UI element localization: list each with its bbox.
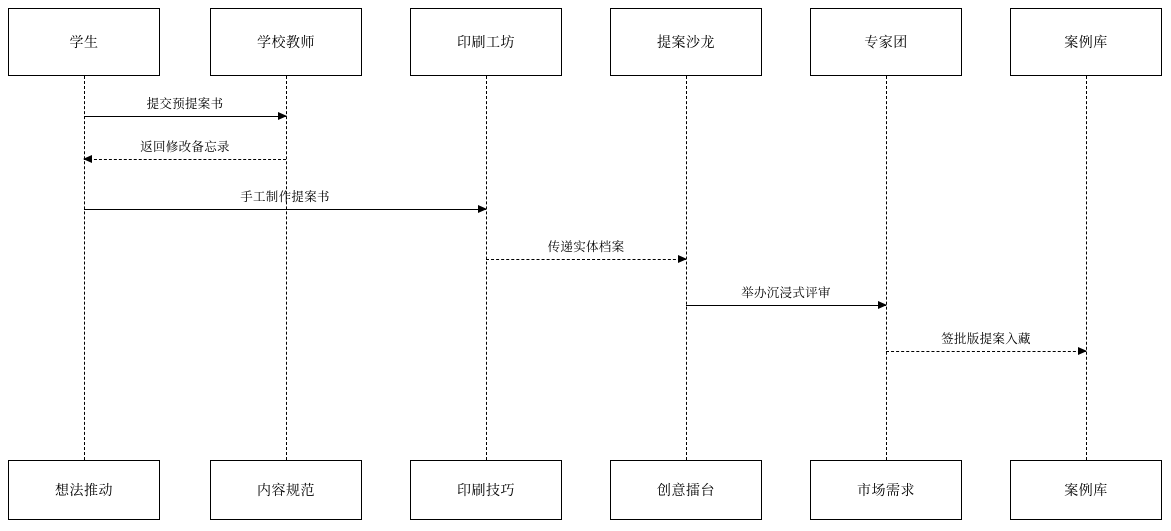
- lifeline-6: [1086, 76, 1087, 460]
- message-line: [686, 305, 886, 306]
- arrowhead-icon: [83, 155, 92, 163]
- lifeline-4: [686, 76, 687, 460]
- lifeline-5: [886, 76, 887, 460]
- participant-lane-2[interactable]: [210, 8, 362, 76]
- footer-lane-1[interactable]: [8, 460, 160, 520]
- participant-lane-label: 学生: [69, 34, 99, 50]
- participant-lane-5[interactable]: [810, 8, 962, 76]
- arrowhead-icon: [678, 255, 687, 263]
- message-label: 返回修改备忘录: [140, 140, 230, 154]
- participant-lane-label: 提案沙龙: [657, 34, 715, 50]
- message-label: 举办沉浸式评审: [741, 286, 831, 300]
- footer-lane-label: 印刷技巧: [457, 482, 515, 498]
- message-line: [84, 116, 286, 117]
- participant-lane-6[interactable]: [1010, 8, 1162, 76]
- footer-lane-4[interactable]: [610, 460, 762, 520]
- footer-lane-6[interactable]: [1010, 460, 1162, 520]
- arrowhead-icon: [1078, 347, 1087, 355]
- participant-lane-4[interactable]: [610, 8, 762, 76]
- footer-lane-label: 内容规范: [257, 482, 315, 498]
- message-line: [84, 159, 286, 160]
- lifeline-1: [84, 76, 85, 460]
- arrowhead-icon: [478, 205, 487, 213]
- lifeline-2: [286, 76, 287, 460]
- footer-lane-label: 想法推动: [55, 482, 113, 498]
- participant-lane-3[interactable]: [410, 8, 562, 76]
- message-line: [886, 351, 1086, 352]
- message-label: 签批版提案入藏: [941, 332, 1031, 346]
- message-line: [486, 259, 686, 260]
- participant-lane-1[interactable]: [8, 8, 160, 76]
- participant-lane-label: 印刷工坊: [457, 34, 515, 50]
- participant-lane-label: 学校教师: [257, 34, 315, 50]
- footer-lane-3[interactable]: [410, 460, 562, 520]
- message-label: 手工制作提案书: [240, 190, 330, 204]
- footer-lane-5[interactable]: [810, 460, 962, 520]
- participant-lane-label: 案例库: [1064, 34, 1108, 50]
- footer-lane-label: 创意擂台: [657, 482, 715, 498]
- arrowhead-icon: [878, 301, 887, 309]
- arrowhead-icon: [278, 112, 287, 120]
- message-label: 提交预提案书: [146, 97, 224, 111]
- footer-lane-2[interactable]: [210, 460, 362, 520]
- participant-lane-label: 专家团: [864, 34, 908, 50]
- message-line: [84, 209, 486, 210]
- message-label: 传递实体档案: [547, 240, 625, 254]
- lifeline-3: [486, 76, 487, 460]
- footer-lane-label: 案例库: [1064, 482, 1108, 498]
- footer-lane-label: 市场需求: [857, 482, 915, 498]
